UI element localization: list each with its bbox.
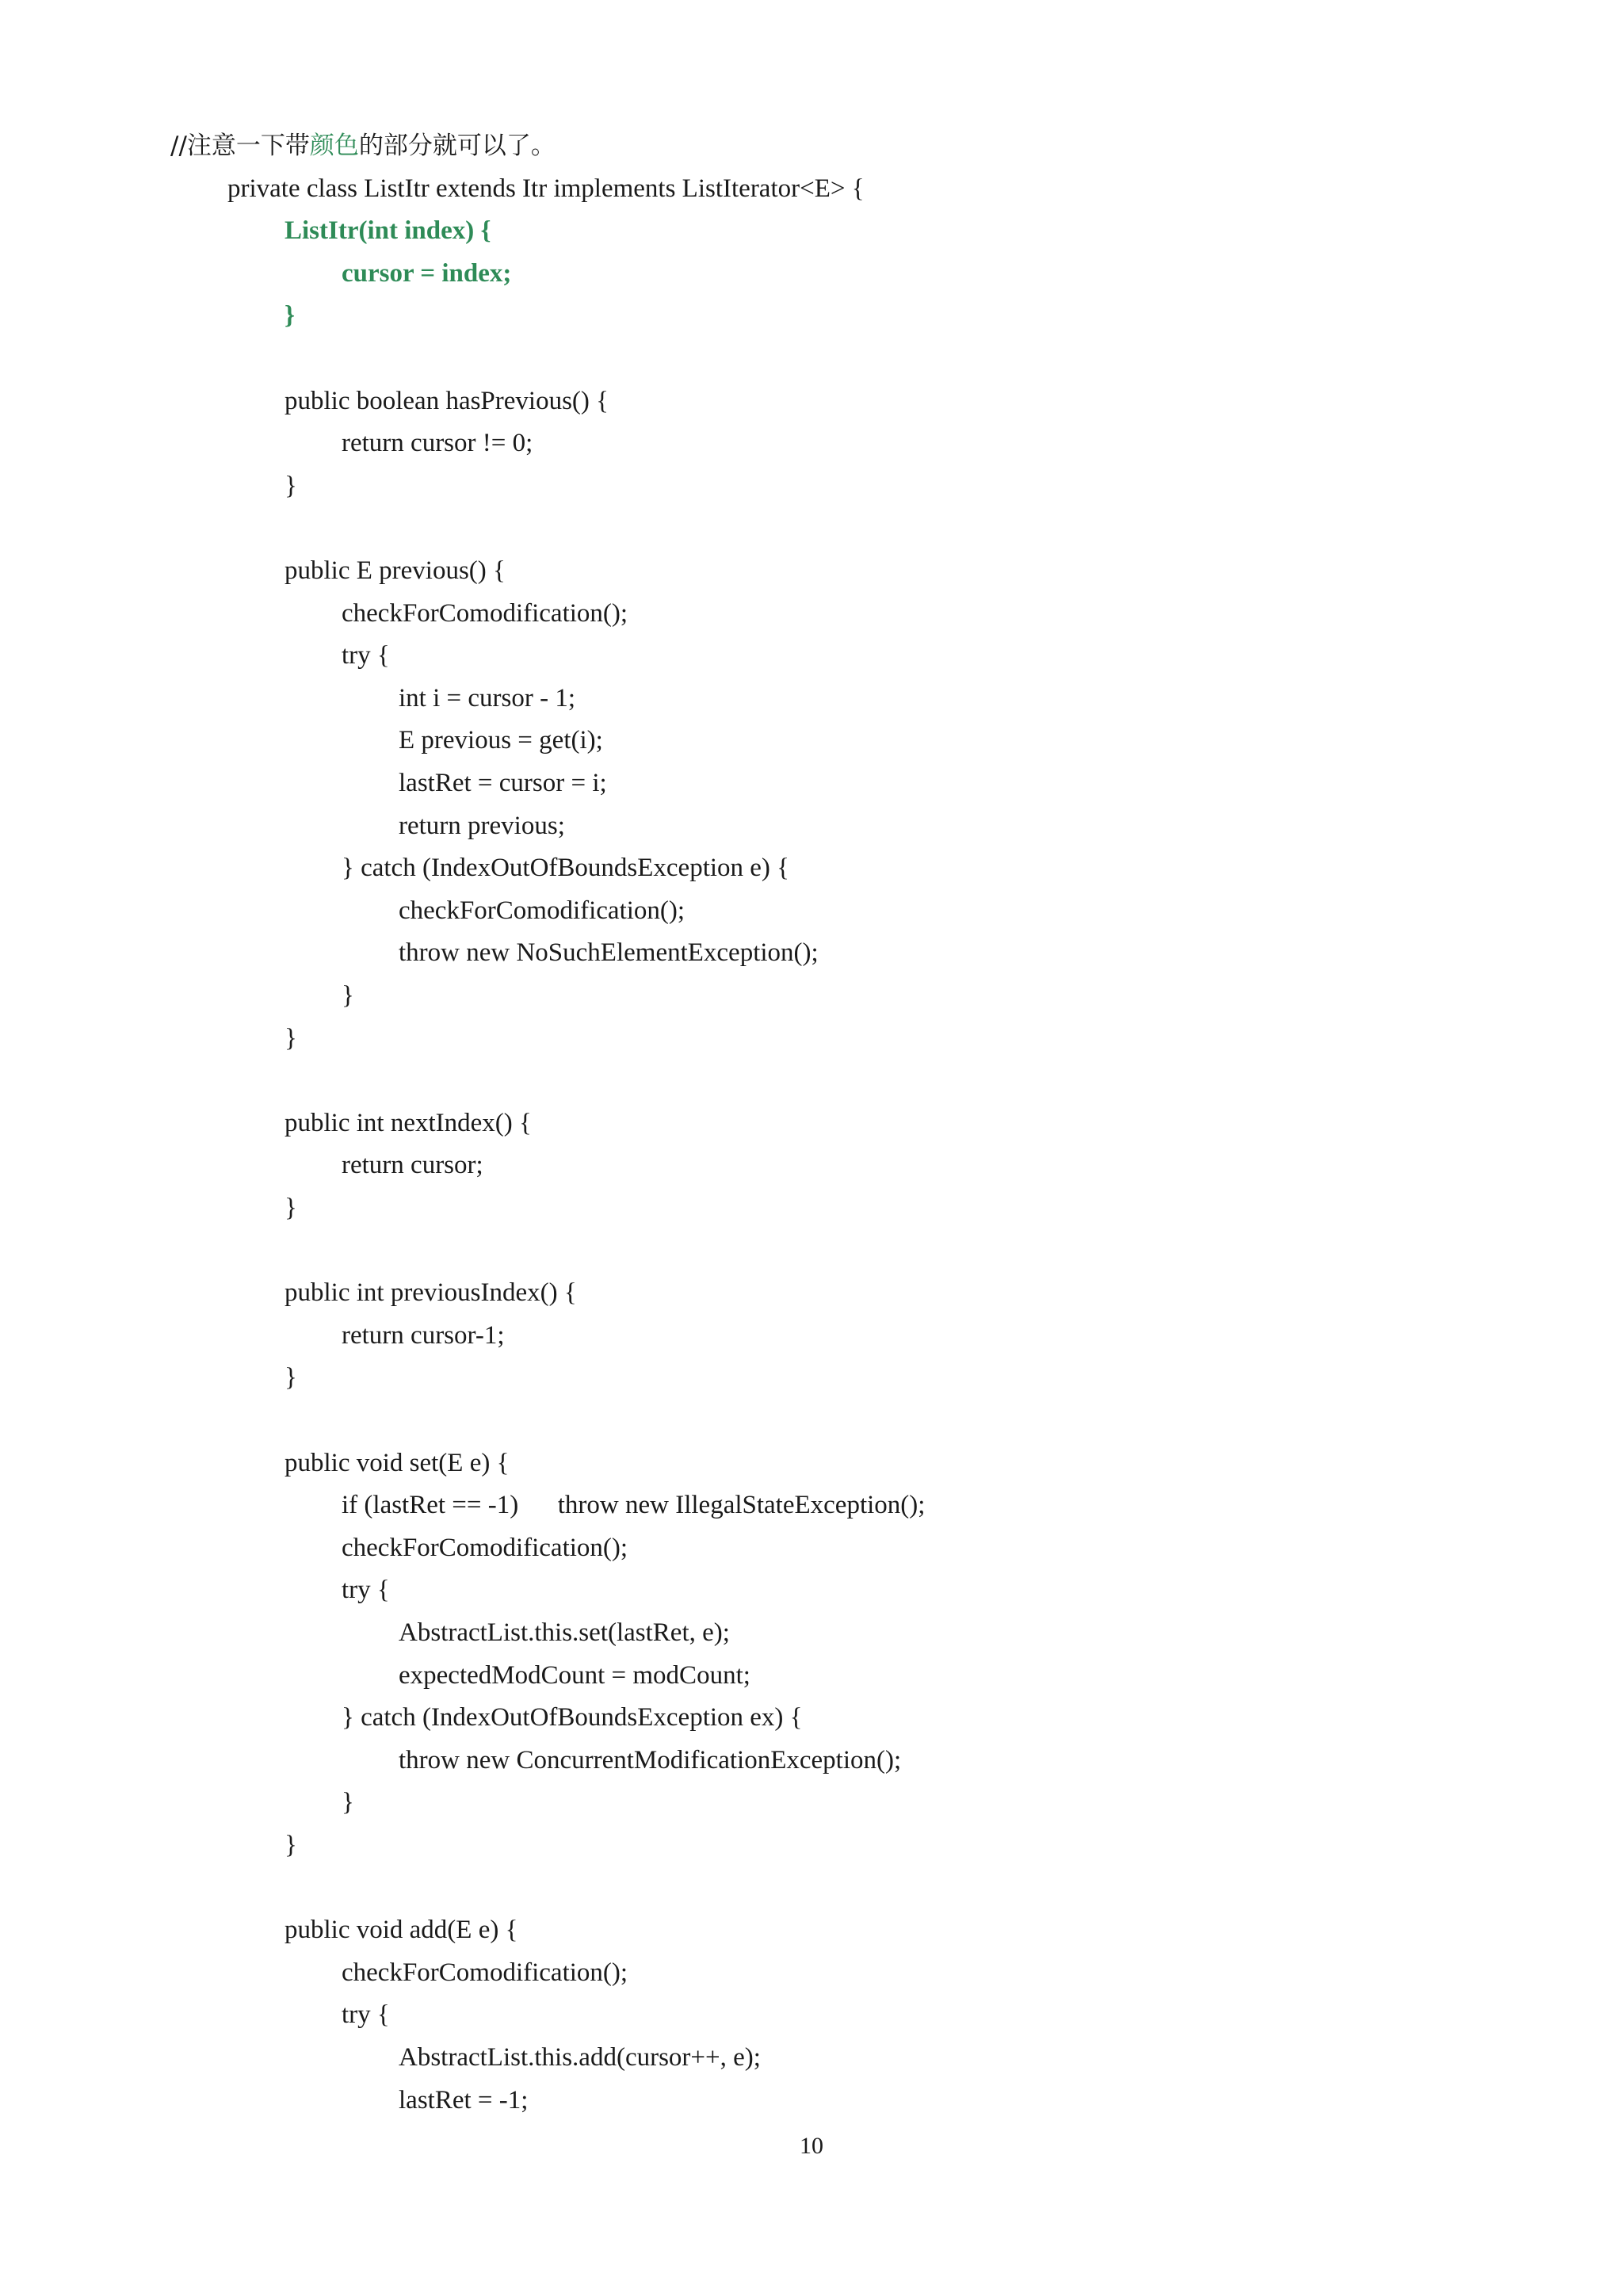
comment-highlight: 颜色 (309, 132, 359, 160)
code-line: lastRet = cursor = i; (399, 769, 607, 797)
code-line: checkForComodification(); (342, 1533, 628, 1562)
code-line: checkForComodification(); (342, 598, 628, 628)
code-line: cursor = index; (342, 258, 512, 288)
code-line: public int nextIndex() { (285, 1108, 532, 1137)
code-line: throw new ConcurrentModificationException(); (399, 1745, 902, 1775)
code-line: } catch (IndexOutOfBoundsException ex) { (342, 1703, 803, 1733)
code-line: E previous = get(i); (399, 726, 603, 755)
code-line: checkForComodification(); (342, 1958, 628, 1987)
code-line: public boolean hasPrevious() { (285, 386, 609, 415)
code-line: return cursor; (342, 1151, 483, 1180)
code-line: } (285, 471, 297, 500)
code-line: } catch (IndexOutOfBoundsException e) { (342, 854, 790, 883)
code-line: AbstractList.this.add(cursor++, e); (399, 2043, 761, 2072)
code-line: } (285, 1023, 297, 1052)
comment-suffix: 的部分就可以了。 (358, 132, 556, 160)
code-line: if (lastRet == -1) throw new IllegalStateException(); (342, 1491, 926, 1520)
code-line: return cursor != 0; (342, 429, 533, 458)
code-line: try { (342, 641, 390, 670)
code-line: public E previous() { (285, 556, 506, 585)
code-line: } (285, 1363, 297, 1392)
code-line: } (285, 301, 296, 330)
code-line: try { (342, 2000, 390, 2030)
code-line: } (285, 1831, 297, 1859)
code-line: return previous; (399, 811, 565, 840)
code-line: } (342, 1788, 354, 1817)
code-line: lastRet = -1; (399, 2085, 529, 2115)
code-line: return cursor-1; (342, 1320, 505, 1350)
code-line: } (342, 981, 354, 1010)
comment-prefix: //注意一下带 (170, 132, 310, 160)
code-line: public void set(E e) { (285, 1448, 510, 1477)
code-line: public int previousIndex() { (285, 1278, 577, 1308)
code-line: AbstractList.this.set(lastRet, e); (399, 1618, 730, 1647)
code-line: throw new NoSuchElementException(); (399, 938, 819, 968)
code-line: private class ListItr extends Itr implements ListIterator<E> { (227, 174, 865, 203)
code-line: } (285, 1194, 297, 1222)
code-line: int i = cursor - 1; (399, 683, 575, 712)
comment-line (170, 130, 556, 162)
page-number: 10 (800, 2133, 823, 2159)
code-line: public void add(E e) { (285, 1916, 518, 1945)
code-line: checkForComodification(); (399, 896, 685, 925)
code-line: expectedModCount = modCount; (399, 1660, 750, 1690)
code-line: ListItr(int index) { (285, 216, 491, 246)
code-line: try { (342, 1576, 390, 1605)
